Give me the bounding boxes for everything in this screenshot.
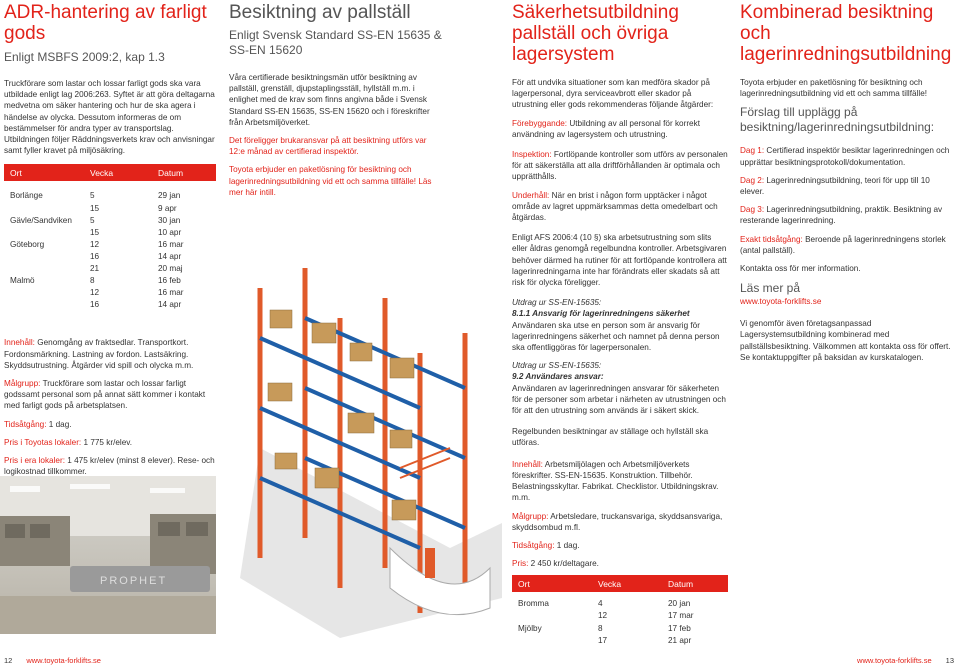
header-ort: Ort xyxy=(10,167,22,178)
footer-right xyxy=(857,656,954,665)
toyota-link[interactable]: www.toyota-forklifts.se xyxy=(740,297,822,307)
table-header xyxy=(4,164,216,181)
sakerhet-u2-text: Användaren av lagerinredningen ansvarar för säkerheten för de personer som arbetar i närheten av utrustningen och för att den utrustning som används är i säkert skick. xyxy=(512,383,726,416)
sakerhet-u1-text: Användaren ska utse en person som är ansvarig för lagerinredningens säkerhet och namnet på denna person ska offentliggöras för lagerpersonalen. xyxy=(512,320,720,353)
sakerhet-pris: Pris: 2 450 kr/deltagare. xyxy=(512,559,599,569)
table-row: 21 20 maj xyxy=(90,263,183,273)
sakerhet-p6: Regelbunden besiktningar av ställage och hyllställ ska utföras. xyxy=(512,427,709,448)
sakerhet-tid: Tidsåtgång: 1 dag. xyxy=(512,540,580,550)
page-number-left: 12 xyxy=(4,656,13,665)
sakerhet-u2-heading: 9.2 Användares ansvar: xyxy=(512,372,604,382)
kombinerad-h2: Förslag till upplägg på besiktning/lagerinredningsutbildning: xyxy=(740,105,935,135)
sakerhet-u2-label: Utdrag ur SS-EN-15635: xyxy=(512,361,602,371)
sakerhet-u1-heading: 8.1.1 Ansvarig för lagerinredningens säkerhet xyxy=(512,309,690,319)
sakerhet-p3: Inspektion: Fortlöpande kontroller som utförs av personalen för att säkerställa att alla driftförhållanden är optimala och upprätthålls. xyxy=(512,150,728,182)
adr-pris2: Pris i era lokaler: 1 475 kr/elev (minst 8 elever). Rese- och logikostnad tillkommer. xyxy=(4,455,215,477)
sakerhet-innehall: Innehåll: Arbetsmiljölagen och Arbetsmiljöverkets föreskrifter. SS-EN-15635. Konstruktion. Tillbehör. Belastningsskyltar. Fabrikat. Checklistor. Utbildningskrav. m.m. xyxy=(512,459,719,503)
warehouse-photo xyxy=(0,476,216,634)
kombinerad-p2: Vi genomför även företagsanpassad Lagersystemsutbildning kombinerad med pallställsbesiktning. Välkommen att kontakta oss för offert. Se kontaktuppgifter på baksidan av kurskatalogen. xyxy=(740,319,951,362)
col-adr xyxy=(4,0,216,477)
table-row: 12 17 mar xyxy=(598,611,694,621)
kombinerad-exakt: Exakt tidsåtgång: Beroende på lagerinredningens storlek (antal pallställ). xyxy=(740,234,946,255)
warehouse-photo-svg xyxy=(0,476,216,634)
footer-link-left[interactable]: www.toyota-forklifts.se xyxy=(26,656,101,665)
header-vecka: Vecka xyxy=(90,167,114,178)
adr-malgrupp: Målgrupp: Truckförare som lastar och lossar farligt godssamt personal som på annat sätt kommer i kontakt med farligt gods på arbetsplatsen. xyxy=(4,378,206,411)
besiktning-title: Besiktning av pallställ xyxy=(229,2,411,23)
sakerhet-p2: Förebyggande: Utbildning av all personal för korrekt användning av lagersystem och utrustning. xyxy=(512,118,700,139)
adr-subtitle: Enligt MSBFS 2009:2, kap 1.3 xyxy=(4,50,165,64)
footer-link-right[interactable]: www.toyota-forklifts.se xyxy=(857,656,932,665)
table-row: Göteborg 12 16 mar xyxy=(10,239,184,249)
sakerhet-u1-label: Utdrag ur SS-EN-15635: xyxy=(512,298,602,308)
kombinerad-d1: Dag 1: Certifierad inspektör besiktar lagerinredningen och upprättar besiktningsprotokoll/dokumentation. xyxy=(740,146,950,167)
photo-text: PROPHET xyxy=(100,575,168,587)
table-row: 16 14 apr xyxy=(90,300,182,310)
rack-svg xyxy=(220,218,502,638)
besiktning-p2: Det föreligger brukaransvar på att besiktning utförs var 12:e månad av certifierad inspektör. xyxy=(229,136,427,157)
adr-title: ADR-hantering av farligt gods xyxy=(4,2,207,44)
besiktning-p1: Våra certifierade besiktningsmän utför besiktning av pallställ, grenställ, djupstaplingsställ, hyllställ m.m. i enlighet med de krav som finns angivna både i Svensk Standard SS-EN 15635, SS-EN 15620 och i föreskrifter från Arbetsmiljöverket. xyxy=(229,73,430,127)
col-sakerhet xyxy=(512,0,728,647)
footer-left xyxy=(4,656,101,665)
kombinerad-d3: Dag 3: Lagerinredningsutbildning, praktik. Besiktning av resterande lagerinredning. xyxy=(740,205,943,226)
table-row: 15 9 apr xyxy=(90,203,177,213)
table-header: Ort Vecka Datum xyxy=(512,575,728,592)
table-row: Malmö 8 16 feb xyxy=(10,276,181,286)
kombinerad-h3: Läs mer på xyxy=(740,281,801,296)
sakerhet-schedule-table xyxy=(512,575,728,646)
table-row: Mjölby 8 17 feb xyxy=(518,623,691,633)
sakerhet-malgrupp: Målgrupp: Arbetsledare, truckansvariga, skyddsansvariga, skyddsombud m.fl. xyxy=(512,511,723,532)
page-number-right: 13 xyxy=(945,656,954,665)
kombinerad-title: Kombinerad besiktning och lagerinredningsutbildning xyxy=(740,2,952,65)
adr-pris: Pris i Toyotas lokaler: 1 775 kr/elev. xyxy=(4,437,133,447)
table-row: 16 14 apr xyxy=(90,251,182,261)
table-row: 12 16 mar xyxy=(90,288,184,298)
kombinerad-d2: Dag 2: Lagerinredningsutbildning, teori för upp till 10 elever. xyxy=(740,175,930,197)
sakerhet-title: Säkerhetsutbildning pallställ och övriga lagersystem xyxy=(512,2,679,65)
adr-intro: Truckförare som lastar och lossar farligt gods ska vara utbildade enligt lag 2006:263. Syftet är att göra deltagarna medvetna om säker hantering och hur de ska agera i händelse av olycka. Dessutom informeras de om bestämmelser för andra typer av transportslag. Utbildningen följer Räddningsverkets krav och anvisningar samt fyller kravet på miljösäkring. xyxy=(4,79,215,156)
kombinerad-p1: Toyota erbjuder en paketlösning för besiktning och lagerinredningsutbildning vid ett och samma tillfälle! xyxy=(740,78,928,99)
adr-schedule-table xyxy=(4,164,216,311)
table-row: Borlänge 5 29 jan xyxy=(10,191,181,201)
sakerhet-p4: Underhåll: När en brist i någon form upptäcker i något område av lagret uppmärksammas detta omedelbart och åtgärdas. xyxy=(512,190,718,223)
header-datum: Datum xyxy=(158,167,184,178)
besiktning-subtitle: Enligt Svensk Standard SS-EN 15635 & SS-EN 15620 xyxy=(229,28,442,57)
table-row: 15 10 apr xyxy=(90,227,182,237)
col-kombinerad xyxy=(740,0,954,363)
sakerhet-p5: Enligt AFS 2006:4 (10 §) ska arbetsutrustning som slits eller åldras genomgå regelbundna kontroller. Arbetsgivaren behöver därmed ha rutiner för att fortlöpande kontrollera att lagerinredningarna inte har förändrats eller skadats så att risk för olycka föreligger. xyxy=(512,233,727,288)
table-row: Bromma 4 20 jan xyxy=(518,599,691,609)
kombinerad-contact: Kontakta oss för mer information. xyxy=(740,264,861,274)
table-row: 17 21 apr xyxy=(598,635,692,645)
adr-tid: Tidsåtgång: 1 dag. xyxy=(4,419,72,429)
adr-innehall: Innehåll: Genomgång av fraktsedlar. Transportkort. Fordonsmärkning. Lastning av fordon. Lastsäkring. Skyddsutrustning. Åtgärder vid spill och olycka m.m. xyxy=(4,338,194,370)
sakerhet-p1: För att undvika situationer som kan medföra skador på lagerpersonal, dyra serviceavbrott eller skador på utrustning eller gods rekommenderas följande åtgärder: xyxy=(512,78,714,110)
col-besiktning xyxy=(229,0,443,198)
besiktning-p3: Toyota erbjuder en paketlösning för besiktning och lagerinredningsutbildning vid ett och samma tillfälle! Läs mer här intill. xyxy=(229,165,432,197)
table-row: Gävle/Sandviken 5 30 jan xyxy=(10,215,181,225)
rack-illustration xyxy=(220,218,502,638)
